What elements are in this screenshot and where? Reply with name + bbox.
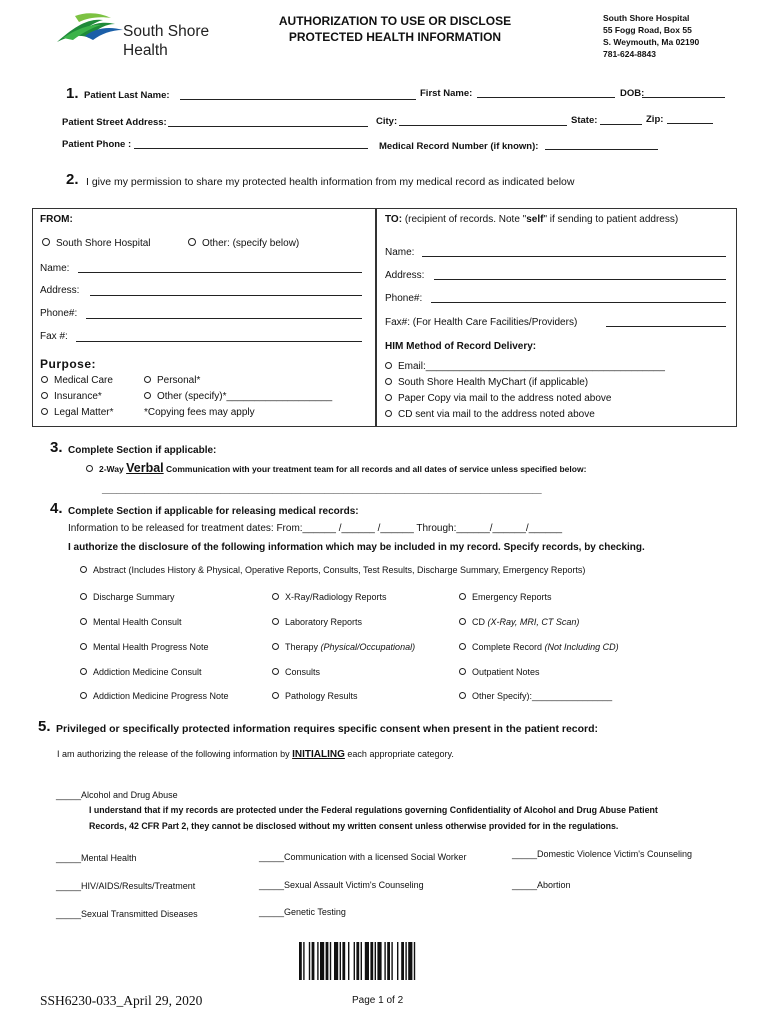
complete-record-note: (Not Including CD) [544,642,619,652]
hospital-address1: 55 Fogg Road, Box 55 [603,25,692,35]
to-heading-note-b: " if sending to patient address) [543,214,679,225]
radio-circle-icon [272,692,279,699]
form-code: SSH6230-033_April 29, 2020 [40,993,203,1008]
purpose-heading: Purpose: [40,357,97,371]
title-line2: PROTECTED HEALTH INFORMATION [288,30,502,44]
intro-a: I am authorizing the release of the following information by [57,749,293,759]
from-option-other-label: Other: (specify below) [202,238,300,249]
him-method-heading: HIM Method of Record Delivery: [385,341,537,352]
section5-intro [57,749,454,760]
record-addiction-consult[interactable] [80,667,202,677]
record-label: Consults [285,667,321,677]
to-fax-label: Fax#: (For Health Care Facilities/Providers) [385,317,578,328]
radio-circle-icon [80,593,87,600]
record-complete[interactable] [459,642,619,652]
purpose-other-label: Other (specify)*___________________ [157,391,333,402]
radio-circle-icon [459,593,466,600]
record-label: Emergency Reports [472,592,552,602]
section1-number: 1. [66,85,79,102]
radio-circle-icon [80,692,87,699]
purpose-legal-label: Legal Matter* [54,407,114,418]
last-name-label: Patient Last Name: [84,90,170,101]
from-address-field[interactable] [90,295,362,296]
initial-alcohol-drug[interactable] [56,790,178,800]
radio-circle-icon [144,376,151,383]
delivery-cd[interactable] [385,409,595,420]
radio-circle-icon [272,618,279,625]
record-laboratory[interactable] [272,617,362,627]
page-number: Page 1 of 2 [352,995,404,1006]
to-heading-note-a: (recipient of records. Note " [404,214,527,225]
first-name-field[interactable] [477,97,615,98]
dob-field[interactable] [642,97,725,98]
barcode-icon [299,942,463,980]
section2-number: 2. [66,171,79,188]
mrn-field[interactable] [545,149,658,150]
street-field[interactable] [168,126,368,127]
from-option-ssh-label: South Shore Hospital [56,238,151,249]
record-mental-health-consult[interactable] [80,617,182,627]
section2-text: I give my permission to share my protected health information from my medical record as indicated below [86,176,575,188]
radio-circle-icon [459,643,466,650]
initial-domestic-violence[interactable]: _____Domestic Violence Victim's Counseling [512,849,692,859]
record-emergency[interactable] [459,592,552,602]
radio-circle-icon [41,408,48,415]
from-heading: FROM: [40,214,73,225]
delivery-mychart[interactable] [385,377,588,388]
intro-c: each appropriate category. [344,749,454,759]
to-name-label: Name: [385,247,415,258]
title-line1: AUTHORIZATION TO USE OR DISCLOSE [278,14,512,28]
from-option-other[interactable] [188,238,299,249]
delivery-cd-label: CD sent via mail to the address noted above [398,409,595,420]
last-name-field[interactable] [180,99,416,100]
delivery-email-label: Email:___________________________________________ [398,361,665,372]
radio-circle-icon [459,668,466,675]
from-name-field[interactable] [78,272,362,273]
initial-blank: _____ [56,790,82,800]
radio-circle-icon [80,566,87,573]
patient-phone-field[interactable] [134,148,368,149]
radio-circle-icon [272,593,279,600]
street-label: Patient Street Address: [62,117,167,128]
purpose-personal-label: Personal* [157,375,201,386]
radio-circle-icon [385,394,392,401]
initial-hiv-aids[interactable]: _____HIV/AIDS/Results/Treatment [56,881,196,891]
intro-initialing: INITIALING [292,749,345,760]
record-label: Discharge Summary [93,592,175,602]
to-address-label: Address: [385,270,425,281]
record-label: Pathology Results [285,691,358,701]
hospital-name: South Shore Hospital [603,13,690,23]
initial-genetic-testing[interactable]: _____Genetic Testing [259,907,346,917]
radio-circle-icon [385,410,392,417]
record-label: CD [472,617,488,627]
from-option-ssh[interactable] [42,238,151,249]
radio-circle-icon [42,238,50,246]
to-fax-field[interactable] [606,326,726,327]
from-fax-label: Fax #: [40,331,68,342]
record-abstract-label: Abstract (Includes History & Physical, Operative Reports, Consults, Test Results, Discharge Summary, Emergency Reports) [93,565,586,575]
to-address-field[interactable] [434,279,726,280]
record-label: Other Specify):________________ [472,691,613,701]
radio-circle-icon [385,378,392,385]
section3-number: 3. [50,439,63,456]
from-fax-field[interactable] [76,341,362,342]
record-label: Outpatient Notes [472,667,540,677]
zip-label: Zip: [646,114,664,125]
document-title [270,13,520,45]
record-other[interactable] [459,691,612,701]
verbal-emphasis: Verbal [126,461,164,475]
initial-mental-health[interactable]: _____Mental Health [56,853,137,863]
record-label: Laboratory Reports [285,617,363,627]
cfr-note-line2: Records, 42 CFR Part 2, they cannot be disclosed without my written consent unless otherwise provided for in the regulations. [89,821,619,831]
delivery-paper[interactable] [385,393,611,404]
delivery-mychart-label: South Shore Health MyChart (if applicable) [398,377,589,388]
zip-field[interactable] [667,123,713,124]
radio-circle-icon [459,692,466,699]
to-phone-field[interactable] [431,302,726,303]
authorize-statement: I authorize the disclosure of the following information which may be included in my record. Specify records, by checking. [68,542,645,553]
initial-label: Alcohol and Drug Abuse [81,790,178,800]
treatment-dates[interactable]: Information to be released for treatment dates: From:______ /______ /______ Through:______/______/______ [68,523,563,534]
copying-fees-note: *Copying fees may apply [144,407,255,418]
record-xray-radiology[interactable] [272,592,387,602]
record-addiction-progress[interactable] [80,691,229,701]
section4-heading: Complete Section if applicable for releasing medical records: [68,506,359,517]
record-label: Mental Health Consult [93,617,182,627]
hospital-address2: S. Weymouth, Ma 02190 [603,37,700,47]
from-name-label: Name: [40,263,70,274]
logo-text [123,22,209,60]
cd-type-note: (X-Ray, MRI, CT Scan) [487,617,580,627]
record-mental-health-progress[interactable] [80,642,209,652]
logo-line2: Health [123,42,168,59]
initial-sexual-assault[interactable]: _____Sexual Assault Victim's Counseling [259,880,424,890]
section4-number: 4. [50,500,63,517]
hospital-address-block [603,12,699,60]
from-address-label: Address: [40,285,80,296]
purpose-medical-label: Medical Care [54,375,113,386]
first-name-label: First Name: [420,88,473,99]
dob-label: DOB: [620,88,645,99]
purpose-other[interactable] [144,391,332,402]
record-label: Complete Record [472,642,545,652]
verbal-pre: 2-Way [99,464,124,474]
record-abstract[interactable] [80,565,585,575]
radio-circle-icon [80,668,87,675]
record-discharge-summary[interactable] [80,592,175,602]
to-name-field[interactable] [422,256,726,257]
patient-phone-label: Patient Phone : [62,139,132,150]
verbal-communication-option[interactable] [86,461,586,475]
radio-circle-icon [385,362,392,369]
radio-circle-icon [41,392,48,399]
initial-std[interactable]: _____Sexual Transmitted Diseases [56,909,198,919]
purpose-insurance-label: Insurance* [54,391,102,402]
city-label: City: [376,116,398,127]
radio-circle-icon [86,465,93,472]
therapy-type-note: (Physical/Occupational) [320,642,416,652]
to-heading [385,214,678,225]
record-outpatient[interactable] [459,667,540,677]
logo-line1: South Shore [123,23,210,40]
south-shore-health-logo-icon [55,10,125,44]
to-phone-label: Phone#: [385,293,423,304]
purpose-insurance[interactable] [41,391,102,402]
from-phone-label: Phone#: [40,308,78,319]
record-therapy[interactable] [272,642,415,652]
radio-circle-icon [80,643,87,650]
verbal-specify-field[interactable]: _____________________________________________________________________________________________ [102,484,542,494]
radio-circle-icon [272,643,279,650]
initial-abortion[interactable]: _____Abortion [512,880,571,890]
record-label: Addiction Medicine Consult [93,667,202,677]
delivery-paper-label: Paper Copy via mail to the address noted above [398,393,612,404]
city-field[interactable] [399,125,567,126]
record-pathology[interactable] [272,691,358,701]
to-heading-label: TO: [385,214,403,225]
mrn-label: Medical Record Number (if known): [379,141,539,152]
record-label: X-Ray/Radiology Reports [285,592,387,602]
radio-circle-icon [272,668,279,675]
section5-heading: Privileged or specifically protected information requires specific consent when present in the patient record: [56,723,599,735]
purpose-personal[interactable] [144,375,200,386]
purpose-legal[interactable] [41,407,113,418]
record-cd[interactable] [459,617,579,627]
initial-social-worker[interactable]: _____Communication with a licensed Social Worker [259,852,467,862]
record-label: Mental Health Progress Note [93,642,209,652]
radio-circle-icon [80,618,87,625]
cfr-note-line1: I understand that if my records are protected under the Federal regulations governing Confidentiality of Alcohol and Drug Abuse Patient [89,805,658,815]
record-consults[interactable] [272,667,320,677]
delivery-email[interactable] [385,361,665,372]
radio-circle-icon [144,392,151,399]
radio-circle-icon [459,618,466,625]
verbal-post: Communication with your treatment team for all records and all dates of service unless specified below: [166,464,587,474]
section3-heading: Complete Section if applicable: [68,445,217,456]
purpose-medical[interactable] [41,375,113,386]
radio-circle-icon [188,238,196,246]
state-label: State: [571,115,598,126]
state-field[interactable] [600,124,642,125]
radio-circle-icon [41,376,48,383]
to-heading-self: self [526,214,544,225]
record-label: Addiction Medicine Progress Note [93,691,229,701]
record-label: Therapy [285,642,321,652]
hospital-phone: 781-624-8843 [603,49,656,59]
from-phone-field[interactable] [86,318,362,319]
section5-number: 5. [38,718,51,735]
